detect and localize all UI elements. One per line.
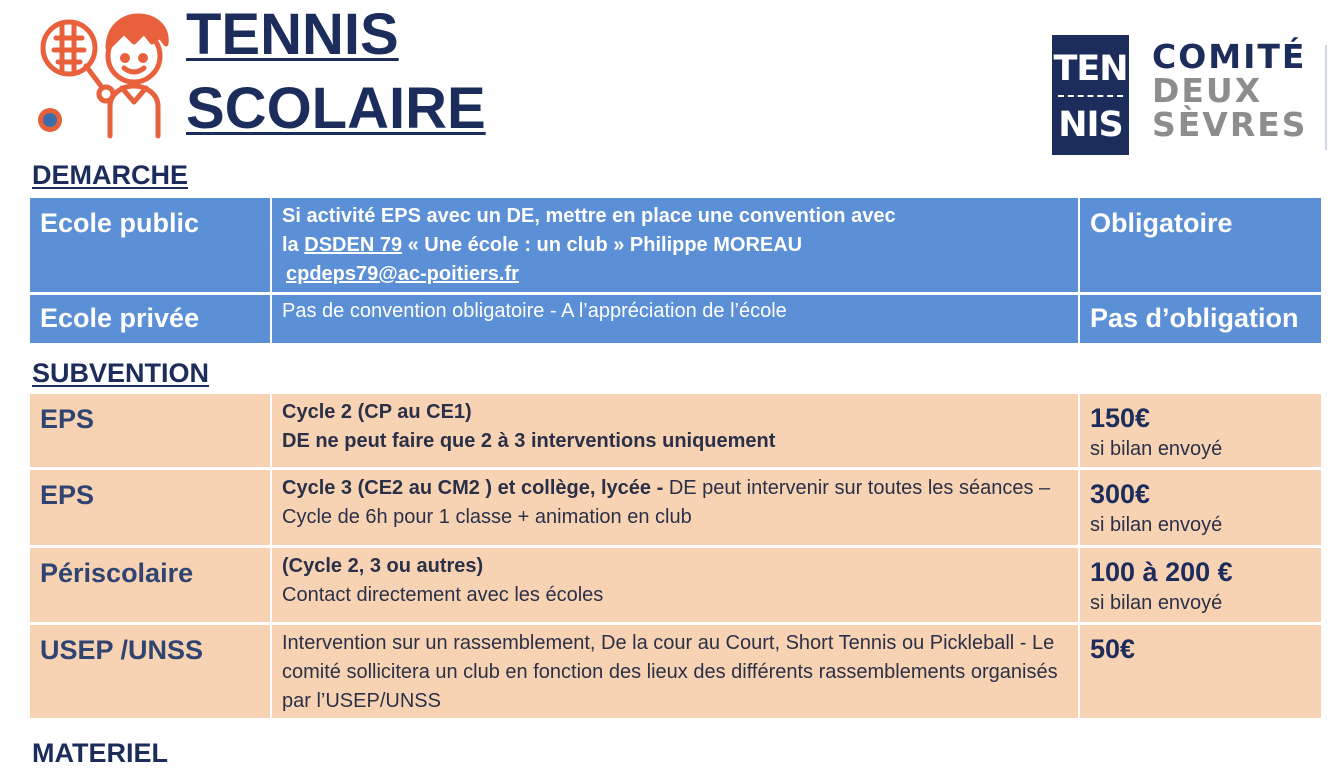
row-label: Ecole public	[40, 208, 200, 238]
row-description: (Cycle 2, 3 ou autres) Contact directement avec les écoles	[282, 555, 604, 606]
row-description: Si activité EPS avec un DE, mettre en place une convention avec la DSDEN 79 « Une école : un club » Philippe MOREAU cpdeps79@ac-poitiers.fr	[282, 205, 896, 285]
row-label: EPS	[40, 404, 95, 434]
materiel-heading: MATERIEL	[32, 738, 168, 768]
row-description: Cycle 2 (CP au CE1) DE ne peut faire que 2 à 3 interventions uniquement	[282, 401, 776, 452]
row-label: USEP /UNSS	[40, 635, 204, 665]
title-line-1: TENNIS	[186, 2, 399, 67]
row-label: EPS	[40, 480, 95, 510]
subsidy-amount: 300€	[1090, 479, 1151, 509]
comite-line-2: DEUX	[1152, 71, 1263, 110]
subsidy-amount: 100 à 200 €	[1090, 557, 1233, 587]
subvention-row	[30, 548, 1321, 622]
comite-logo-text	[1152, 37, 1308, 144]
demarche-heading: DEMARCHE	[32, 160, 189, 190]
row-description: Intervention sur un rassemblement, De la cour au Court, Short Tennis ou Pickleball - Le comité sollicitera un club en fonction des lieux des différents rassemblements organisés par l’USEP/UNSS	[282, 632, 1058, 712]
subvention-row	[30, 394, 1321, 467]
row-status: Obligatoire	[1090, 208, 1233, 238]
tennis-player-icon	[34, 2, 180, 140]
subsidy-amount: 150€	[1090, 403, 1151, 433]
row-status: Pas d’obligation	[1090, 303, 1299, 333]
subsidy-note: si bilan envoyé	[1090, 592, 1223, 614]
tennis-badge-logo	[1052, 35, 1129, 155]
badge-bottom-text: NIS	[1058, 105, 1123, 145]
subvention-row	[30, 470, 1321, 545]
badge-top-text: TEN	[1053, 49, 1128, 89]
badge-divider	[1058, 95, 1123, 97]
demarche-row-privee	[30, 295, 1321, 343]
dsden-link[interactable]: DSDEN 79	[304, 234, 403, 256]
subsidy-note: si bilan envoyé	[1090, 438, 1223, 460]
subsidy-amount: 50€	[1090, 634, 1136, 664]
row-label: Périscolaire	[40, 558, 194, 588]
subvention-row	[30, 625, 1321, 718]
demarche-row-public	[30, 198, 1321, 292]
email-link[interactable]: cpdeps79@ac-poitiers.fr	[286, 263, 519, 285]
subsidy-note: si bilan envoyé	[1090, 514, 1223, 536]
row-description: Cycle 3 (CE2 au CM2 ) et collège, lycée - DE peut intervenir sur toutes les séances – Cycle de 6h pour 1 classe + animation en club	[282, 477, 1051, 528]
row-label: Ecole privée	[40, 303, 200, 333]
comite-line-3: SÈVRES	[1152, 105, 1308, 144]
subvention-heading: SUBVENTION	[32, 358, 210, 388]
logo-divider	[1325, 45, 1327, 150]
comite-line-1: COMITÉ	[1152, 37, 1307, 76]
row-description: Pas de convention obligatoire - A l’appréciation de l’école	[282, 300, 787, 322]
title-line-2: SCOLAIRE	[186, 76, 486, 141]
